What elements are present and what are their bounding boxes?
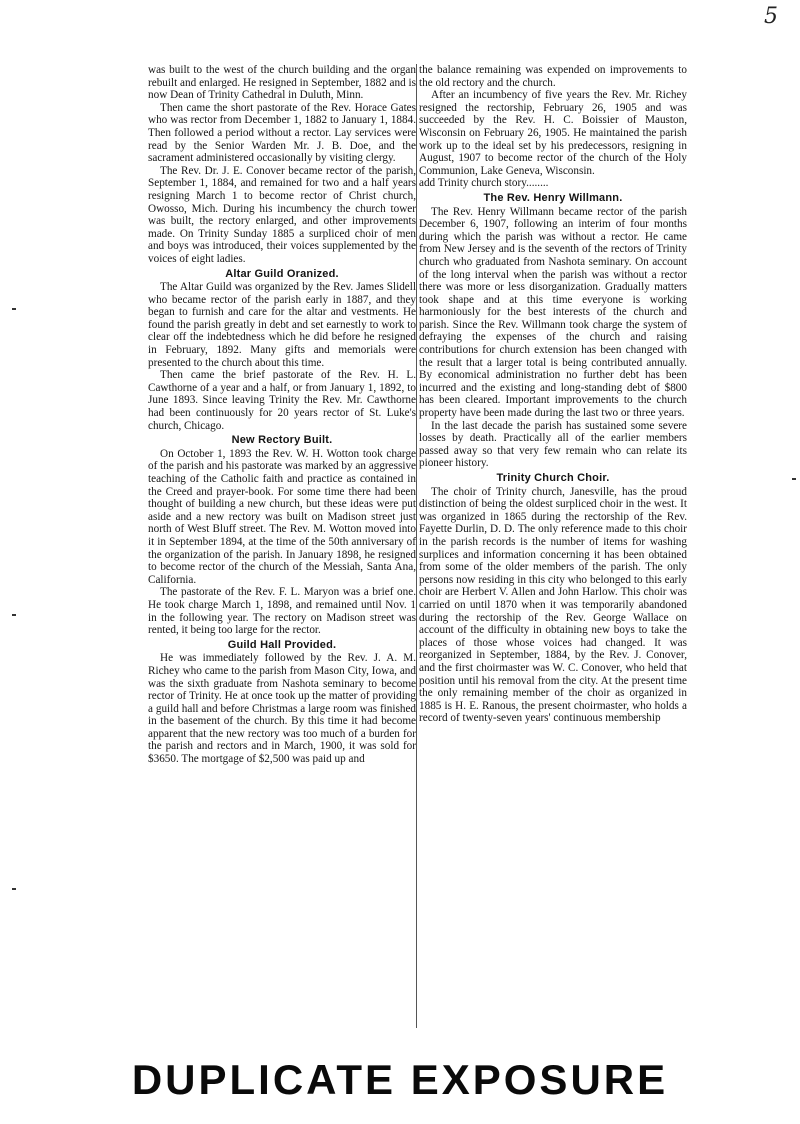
column-divider (416, 64, 417, 1028)
paragraph: He was immediately followed by the Rev. J. A. M. Richey who came to the parish from Mason City, Iowa, and was the sixth graduate from Nashota seminary to become rector of Trinity. He at once took up the matter of providing a guild hall and before Christmas a large room was finished in the basement of the church. By this time it had become apparent that the new rectory was too much of a burden for the parish and rectors and in March, 1900, it was sold for $3650. The mortgage of $2,500 was paid up and (148, 652, 416, 766)
edge-mark (12, 888, 16, 890)
paragraph: the balance remaining was expended on improvements to the old rectory and the church. (419, 64, 687, 89)
paragraph: The choir of Trinity church, Janesville, has the proud distinction of being the oldest surpliced choir in the west. It was organized in 1865 during the rectorship of the Rev. Fayette Durlin, D. D. The only reference made to this choir in the parish records is the number of items for washing surplices and information concerning it has been obtained from some of the older members of the parish. The only persons now residing in this city who belonged to this early choir are Herbert V. Allen and John Harlow. This choir was carried on until 1870 when it was temporarily abandoned during the rectorship of the Rev. George Wallace on account of the difficulty in obtaining new boys to take the places of those whose voices had changed. It was reorganized in September, 1884, by the Rev. J. Conover, and the first choirmaster was W. C. Conover, who held that position until his removal from the city. At the present time the only remaining member of the choir as organized in 1885 is H. E. Ranous, the present choirmaster, who holds a record of twenty-seven years' continuous membership (419, 485, 687, 725)
edge-mark (792, 478, 796, 480)
paragraph: add Trinity church story........ (419, 177, 549, 190)
left-column (148, 64, 416, 766)
section-heading: The Rev. Henry Willmann. (483, 191, 623, 204)
paragraph: Then came the brief pastorate of the Rev. H. L. Cawthorne of a year and a half, or from January 1, 1892, to June 1893. Since leaving Trinity the Rev. Mr. Cawthorne had been continuously for 20 years rector of St. Luke's church, Chicago. (148, 369, 416, 432)
section-heading: New Rectory Built. (231, 434, 333, 447)
paragraph: The Rev. Dr. J. E. Conover became rector of the parish, September 1, 1884, and remained for two and a half years resigning March 1 to become rector of Christ church, Owosso, Mich. During his incumbency the church tower was built, the rectory enlarged, and other improvements made. On Trinity Sunday 1885 a surpliced choir of men and boys was introduced, their voices supplemented by the voices of eight ladies. (148, 164, 416, 265)
paragraph: On October 1, 1893 the Rev. W. H. Wotton took charge of the parish and his pastorate was marked by an aggressive teaching of the Catholic faith and practice as contained in the Creed and prayer-book. For some time there had been thought of building a new church, but these ideas were put aside and a new rectory was built on Madison street just north of West Bluff street. The Rev. M. Wotton moved into it in September 1894, at the time of the 50th anniversary of the organization of the parish. In January 1898, he resigned to become rector of the church of the Messiah, Santa Ana, California. (148, 447, 416, 586)
paragraph: The pastorate of the Rev. F. L. Maryon was a brief one. He took charge March 1, 1898, and remained until Nov. 1 in the following year. The rectory on Madison street was rented, it being too large for the rector. (148, 586, 416, 637)
duplicate-exposure-stamp: DUPLICATE EXPOSURE (131, 1056, 669, 1103)
paragraph: The Rev. Henry Willmann became rector of the parish December 6, 1907, following an interim of four months during which the parish was without a rector. He came from New Jersey and is the seventh of the rectors of Trinity church who graduated from Nashota seminary. On account of the long interval when the parish was without a rector there was more or less disorganization. Gradually matters took shape and at this time everyone is working harmoniously for the best interests of the church and parish. Since the Rev. Willmann took charge the system of defraying the expenses of the church and raising contributions for church extension has been changed with the result that a larger total is being contributed annually. By economical administration no further debt has been incurred and the existing and long-standing debt of $800 has been cleared. Important improvements to the church property have been made during the last two or three years. (419, 205, 687, 420)
section-heading: Guild Hall Provided. (227, 638, 337, 651)
paragraph: The Altar Guild was organized by the Rev. James Slidell who became rector of the parish early in 1887, and they began to furnish and care for the altar and vestments. He found the parish greatly in debt and set earnestly to work to clear off the indebtedness which he did before he resigned in February, 1892. Many gifts and memorials were presented to the church about this time. (148, 281, 416, 369)
page-number: 5 (764, 4, 778, 29)
section-heading: Trinity Church Choir. (496, 472, 610, 484)
paragraph: was built to the west of the church building and the organ rebuilt and enlarged. He resigned in September, 1882 and is now Dean of Trinity Cathedral in Duluth, Minn. (148, 64, 416, 102)
paragraph: Then came the short pastorate of the Rev. Horace Gates who was rector from December 1, 1882 to January 1, 1884. Then followed a period without a rector. Lay services were read by the Senior Warden Mr. J. B. Doe, and the sacrament administered occasionally by visiting clergy. (148, 101, 416, 165)
section-heading: Altar Guild Oranized. (225, 267, 339, 280)
edge-mark (12, 308, 16, 310)
paragraph: In the last decade the parish has sustained some severe losses by death. Practically all of the earlier members passed away so that very few remain who can relate its pioneer history. (419, 419, 687, 470)
newspaper-clipping (148, 64, 688, 1028)
paragraph: After an incumbency of five years the Rev. Mr. Richey resigned the rectorship, February 26, 1905 and was succeeded by the Rev. H. C. Boissier of Mauston, Wisconsin on February 26, 1905. He maintained the parish work up to the ideal set by his predecessors, resigning in August, 1907 to become rector of the church of the Holy Communion, Lake Geneva, Wisconsin. (419, 89, 687, 177)
edge-mark (12, 614, 16, 616)
right-column (419, 64, 687, 725)
